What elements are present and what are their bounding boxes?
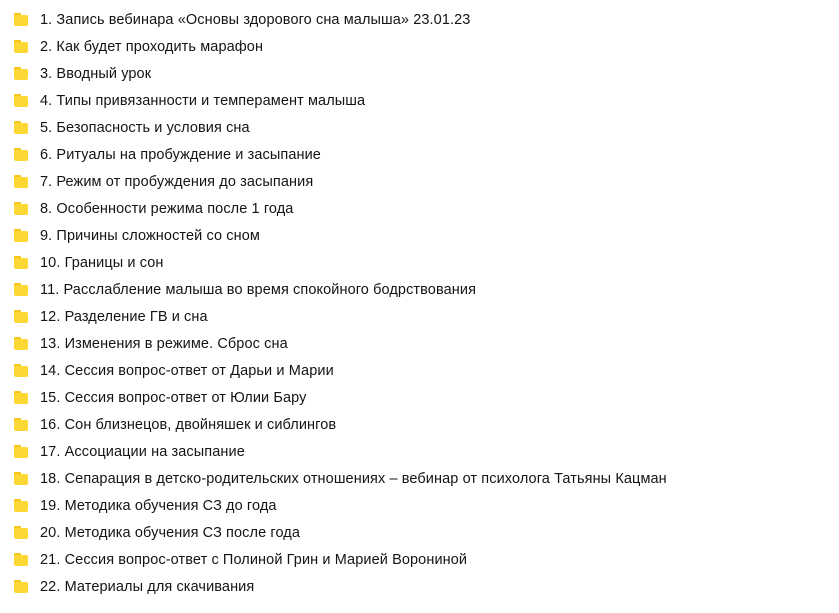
list-item[interactable] — [0, 438, 839, 465]
list-item-label: 22. Материалы для скачивания — [40, 578, 255, 595]
list-item-label: 1. Запись вебинара «Основы здорового сна малыша» 23.01.23 — [40, 11, 471, 28]
list-item[interactable] — [0, 60, 839, 87]
list-item[interactable] — [0, 357, 839, 384]
folder-icon — [14, 121, 30, 135]
list-item-label: 18. Сепарация в детско-родительских отношениях – вебинар от психолога Татьяны Кацман — [40, 470, 667, 487]
folder-icon — [14, 580, 30, 594]
list-item[interactable] — [0, 303, 839, 330]
list-item-label: 13. Изменения в режиме. Сброс сна — [40, 335, 288, 352]
folder-icon — [14, 148, 30, 162]
folder-icon — [14, 94, 30, 108]
list-item-label: 9. Причины сложностей со сном — [40, 227, 260, 244]
folder-icon — [14, 445, 30, 459]
list-item[interactable] — [0, 6, 839, 33]
list-item-label: 12. Разделение ГВ и сна — [40, 308, 208, 325]
list-item[interactable] — [0, 168, 839, 195]
list-item-label: 19. Методика обучения СЗ до года — [40, 497, 277, 514]
list-item-label: 11. Расслабление малыша во время спокойного бодрствования — [40, 281, 477, 298]
list-item-label: 15. Сессия вопрос-ответ от Юлии Бару — [40, 389, 307, 406]
list-item-label: 16. Сон близнецов, двойняшек и сиблингов — [40, 416, 337, 433]
list-item-label: 8. Особенности режима после 1 года — [40, 200, 294, 217]
list-item-label: 3. Вводный урок — [40, 65, 152, 82]
list-item-label: 7. Режим от пробуждения до засыпания — [40, 173, 314, 190]
folder-icon — [14, 364, 30, 378]
list-item-label: 14. Сессия вопрос-ответ от Дарьи и Марии — [40, 362, 334, 379]
list-item-label: 20. Методика обучения СЗ после года — [40, 524, 301, 541]
list-item-label: 2. Как будет проходить марафон — [40, 38, 264, 55]
folder-icon — [14, 283, 30, 297]
folder-icon — [14, 499, 30, 513]
list-item-label: 5. Безопасность и условия сна — [40, 119, 250, 136]
list-item[interactable] — [0, 546, 839, 573]
list-item[interactable] — [0, 411, 839, 438]
folder-icon — [14, 553, 30, 567]
list-item-label: 10. Границы и сон — [40, 254, 164, 271]
list-item[interactable] — [0, 276, 839, 303]
folder-icon — [14, 472, 30, 486]
folder-icon — [14, 310, 30, 324]
list-item[interactable] — [0, 87, 839, 114]
folder-icon — [14, 202, 30, 216]
folder-icon — [14, 13, 30, 27]
list-item-label: 17. Ассоциации на засыпание — [40, 443, 245, 460]
list-item[interactable] — [0, 195, 839, 222]
list-item[interactable] — [0, 573, 839, 600]
list-item[interactable] — [0, 330, 839, 357]
list-item-label: 4. Типы привязанности и темперамент малыша — [40, 92, 366, 109]
list-item[interactable] — [0, 465, 839, 492]
list-item[interactable] — [0, 249, 839, 276]
folder-icon — [14, 229, 30, 243]
list-item[interactable] — [0, 222, 839, 249]
folder-icon — [14, 175, 30, 189]
folder-icon — [14, 337, 30, 351]
folder-icon — [14, 391, 30, 405]
folder-icon — [14, 526, 30, 540]
list-item[interactable] — [0, 519, 839, 546]
list-item-label: 21. Сессия вопрос-ответ с Полиной Грин и Марией Ворониной — [40, 551, 468, 568]
list-item[interactable] — [0, 492, 839, 519]
list-item[interactable] — [0, 384, 839, 411]
list-item[interactable] — [0, 33, 839, 60]
list-item[interactable] — [0, 141, 839, 168]
list-item[interactable] — [0, 114, 839, 141]
folder-icon — [14, 40, 30, 54]
folder-icon — [14, 418, 30, 432]
list-item-label: 6. Ритуалы на пробуждение и засыпание — [40, 146, 321, 163]
folder-icon — [14, 256, 30, 270]
folder-icon — [14, 67, 30, 81]
